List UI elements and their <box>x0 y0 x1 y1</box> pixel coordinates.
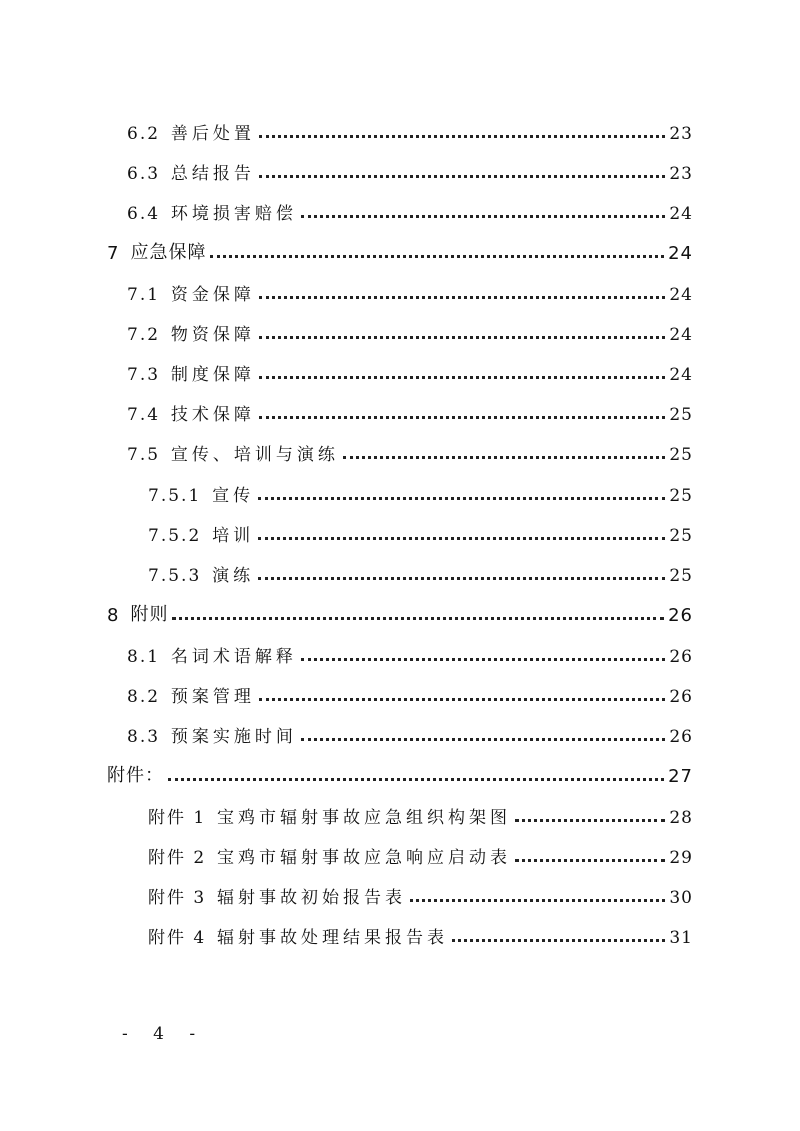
toc-title: 培训 <box>212 526 255 546</box>
toc-number: 6.3 <box>127 164 161 184</box>
page-number: - 4 - <box>122 1024 206 1044</box>
toc-leader <box>259 698 666 701</box>
toc-page-number: 23 <box>669 164 693 184</box>
toc-number: 6.2 <box>127 124 161 144</box>
toc-page-number: 30 <box>669 888 693 908</box>
toc-page-number: 25 <box>669 486 693 506</box>
toc-title: 辐射事故处理结果报告表 <box>217 928 449 948</box>
toc-entry-8-2[interactable] <box>0 677 800 707</box>
toc-page-number: 25 <box>669 445 693 465</box>
toc-leader <box>259 376 666 379</box>
toc-page-number: 24 <box>669 285 693 305</box>
toc-title: 资金保障 <box>170 285 255 305</box>
toc-leader <box>259 135 666 138</box>
toc-leader <box>210 255 664 258</box>
toc-entry-7-5-3[interactable] <box>0 556 800 586</box>
toc-leader <box>258 497 665 500</box>
toc-entry-6-4[interactable] <box>0 194 800 224</box>
toc-page-number: 25 <box>669 566 693 586</box>
toc-leader <box>301 658 666 661</box>
toc-page-number: 24 <box>669 204 693 224</box>
toc-title: 演练 <box>212 566 255 586</box>
toc-title: 宣传、培训与演练 <box>170 445 339 465</box>
toc-leader <box>258 577 665 580</box>
toc-number: 7.5.3 <box>148 566 202 586</box>
toc-entry-7-5[interactable] <box>0 435 800 465</box>
toc-leader <box>410 899 665 902</box>
toc-page-number: 27 <box>668 766 693 787</box>
toc-page-number: 26 <box>669 687 693 707</box>
toc-leader <box>343 456 666 459</box>
toc-page-number: 28 <box>669 808 693 828</box>
toc-page-number: 26 <box>669 727 693 747</box>
toc-leader <box>515 859 665 862</box>
toc-number: 6.4 <box>127 204 161 224</box>
toc-leader <box>301 738 666 741</box>
toc-entry-6-2[interactable] <box>0 114 800 144</box>
toc-number: 附件 1 <box>148 808 207 828</box>
toc-page-number: 26 <box>668 605 693 626</box>
toc-page-number: 25 <box>669 405 693 425</box>
toc-number: 7.5.2 <box>148 526 202 546</box>
toc-title: 制度保障 <box>170 365 255 385</box>
toc-entry-attachments[interactable] <box>0 757 800 787</box>
toc-number: 附件 2 <box>148 848 207 868</box>
toc-entry-attachment-1[interactable] <box>0 798 800 828</box>
toc-page-number: 29 <box>669 848 693 868</box>
toc-entry-8-1[interactable] <box>0 637 800 667</box>
toc-title: 宝鸡市辐射事故应急响应启动表 <box>217 848 512 868</box>
toc-number: 附件 3 <box>148 888 207 908</box>
toc-number: 7 <box>107 243 119 264</box>
toc-title: 技术保障 <box>170 405 255 425</box>
toc-title: 环境损害赔偿 <box>170 204 297 224</box>
toc-title: 预案管理 <box>170 687 255 707</box>
toc-leader <box>452 939 665 942</box>
toc-title: 总结报告 <box>170 164 255 184</box>
toc-leader <box>168 778 664 781</box>
toc-page-number: 26 <box>669 647 693 667</box>
toc-number: 8.3 <box>127 727 161 747</box>
toc-title: 预案实施时间 <box>170 727 297 747</box>
toc-title: 辐射事故初始报告表 <box>217 888 407 908</box>
toc-page-number: 24 <box>669 325 693 345</box>
toc-number: 7.1 <box>127 285 161 305</box>
toc-number: 8 <box>107 605 119 626</box>
toc-number: 8.1 <box>127 647 161 667</box>
toc-entry-7-1[interactable] <box>0 275 800 305</box>
toc-entry-attachment-4[interactable] <box>0 918 800 948</box>
toc-leader <box>259 296 666 299</box>
toc-entry-7-5-2[interactable] <box>0 516 800 546</box>
toc-entry-7-4[interactable] <box>0 395 800 425</box>
toc-leader <box>259 175 666 178</box>
toc-title: 宝鸡市辐射事故应急组织构架图 <box>217 808 512 828</box>
toc-title: 善后处置 <box>170 124 255 144</box>
toc-entry-7-3[interactable] <box>0 355 800 385</box>
toc-number: 7.5.1 <box>148 486 202 506</box>
toc-leader <box>515 819 665 822</box>
toc-title: 附则 <box>130 604 169 625</box>
toc-entry-attachment-2[interactable] <box>0 838 800 868</box>
toc-number: 7.5 <box>127 445 161 465</box>
toc-leader <box>172 617 664 620</box>
toc-number: 7.2 <box>127 325 161 345</box>
toc-entry-8-3[interactable] <box>0 717 800 747</box>
toc-entry-8[interactable] <box>0 596 800 626</box>
toc-leader <box>301 215 666 218</box>
toc-entry-7[interactable] <box>0 234 800 264</box>
toc-entry-7-2[interactable] <box>0 315 800 345</box>
toc-leader <box>258 537 665 540</box>
toc-title: 宣传 <box>212 486 255 506</box>
toc-page-number: 31 <box>669 928 693 948</box>
toc-page-number: 25 <box>669 526 693 546</box>
toc-number: 7.4 <box>127 405 161 425</box>
toc-title: 应急保障 <box>130 242 207 263</box>
toc-number: 8.2 <box>127 687 161 707</box>
toc-entry-7-5-1[interactable] <box>0 476 800 506</box>
toc-page-number: 24 <box>668 243 693 264</box>
toc-title: 名词术语解释 <box>170 647 297 667</box>
toc-title: 附件： <box>107 765 164 786</box>
toc-number: 附件 4 <box>148 928 207 948</box>
toc-page-number: 24 <box>669 365 693 385</box>
toc-number: 7.3 <box>127 365 161 385</box>
toc-entry-6-3[interactable] <box>0 154 800 184</box>
toc-entry-attachment-3[interactable] <box>0 878 800 908</box>
toc-leader <box>259 416 666 419</box>
toc-leader <box>259 336 666 339</box>
toc-title: 物资保障 <box>170 325 255 345</box>
toc-page-number: 23 <box>669 124 693 144</box>
